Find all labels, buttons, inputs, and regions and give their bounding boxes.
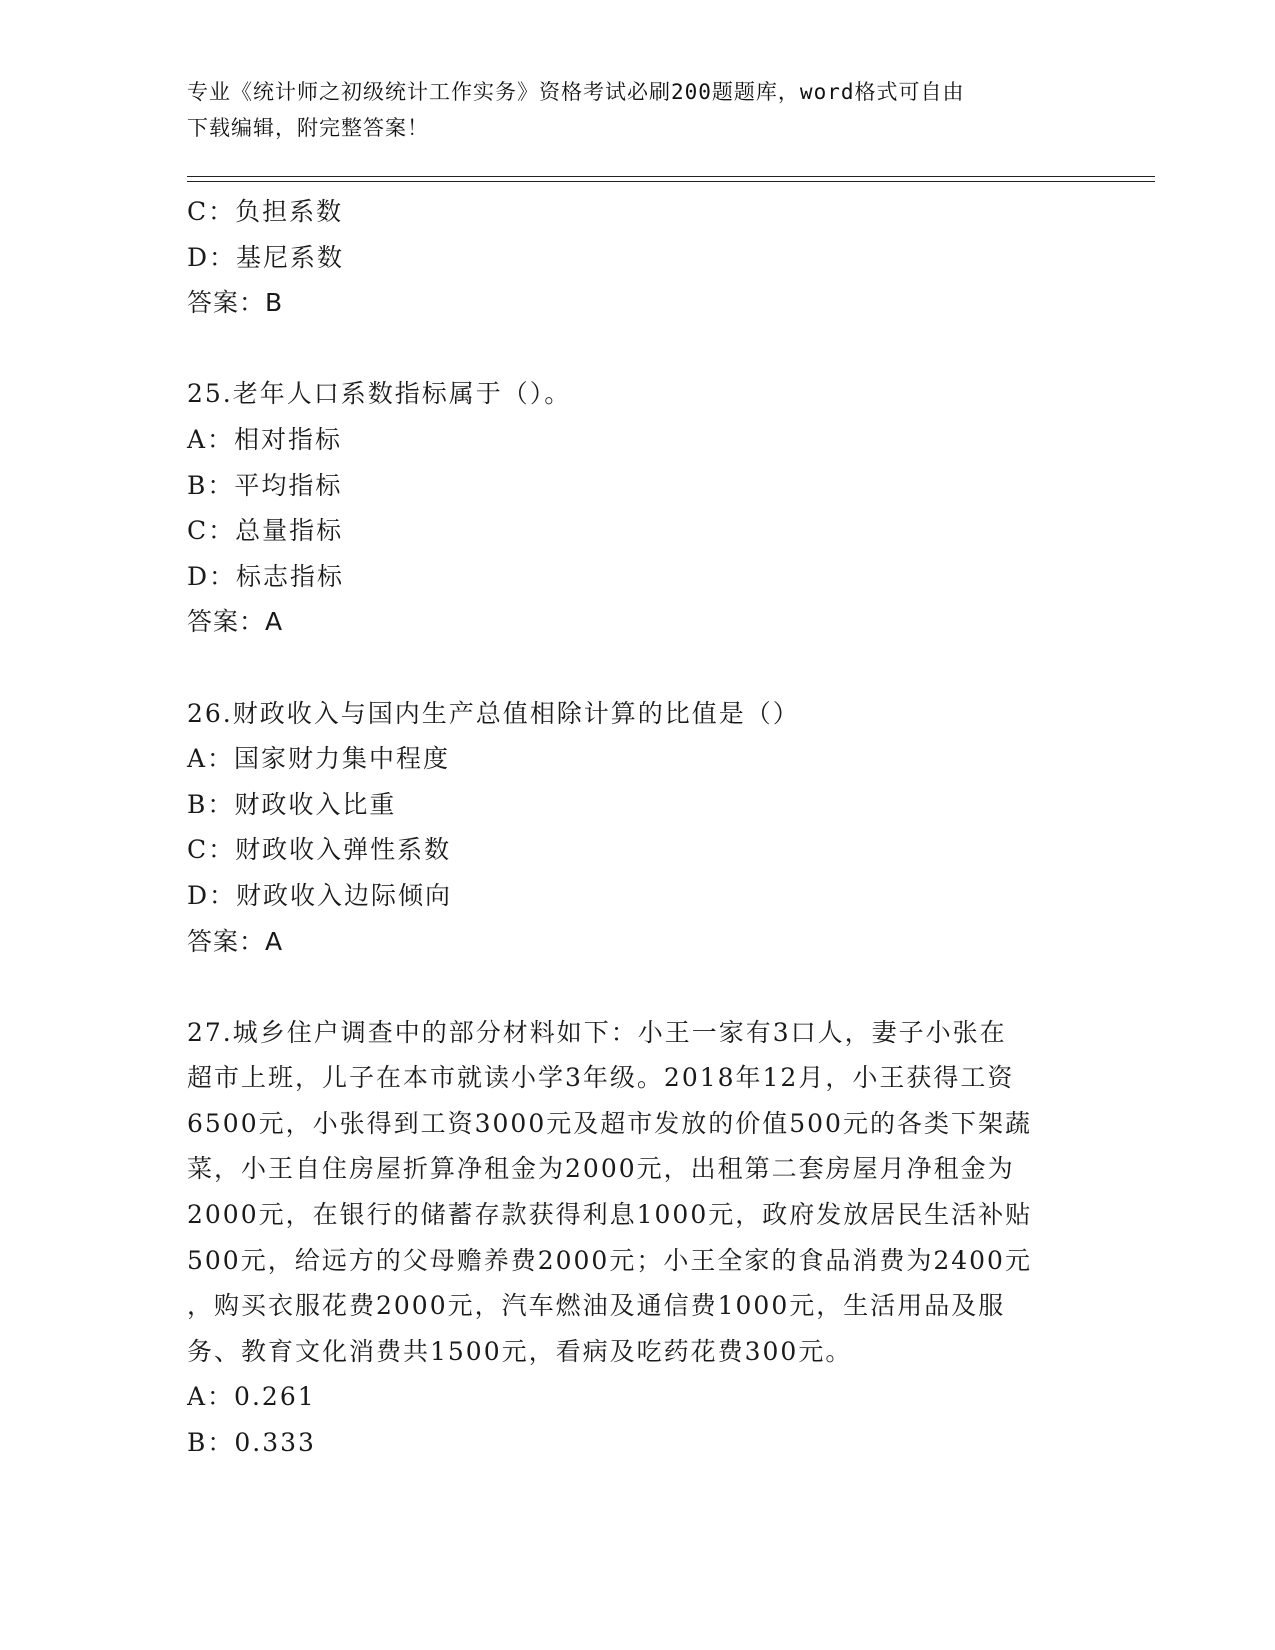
question-stem-line: 务、教育文化消费共1500元，看病及吃药花费300元。 (187, 1336, 853, 1366)
header-line-2: 下载编辑，附完整答案！ (187, 116, 429, 140)
option-a: A：相对指标 (187, 424, 343, 454)
question-stem-line: 2000元，在银行的储蓄存款获得利息1000元，政府发放居民生活补贴 (187, 1200, 1033, 1230)
question-stem-line: 6500元，小张得到工资3000元及超市发放的价值500元的各类下架蔬 (187, 1108, 1032, 1138)
answer: 答案：B (187, 288, 284, 318)
option-a: A：0.261 (187, 1382, 316, 1412)
option-c: C：总量指标 (187, 516, 344, 546)
question-27 (187, 1010, 1087, 1466)
option-d: D：基尼系数 (187, 242, 345, 272)
question-stem-line: 菜，小王自住房屋折算净租金为2000元，出租第二套房屋月净租金为 (187, 1154, 1015, 1184)
question-stem-line: ，购买衣服花费2000元，汽车燃油及通信费1000元，生活用品及服 (187, 1291, 1006, 1321)
question-list (187, 189, 1087, 1466)
question-25 (187, 371, 1087, 645)
header-divider-top (187, 176, 1155, 177)
option-b: B：财政收入比重 (187, 789, 397, 819)
question-stem: 26.财政收入与国内生产总值相除计算的比值是（） (187, 698, 800, 728)
option-b: B：0.333 (187, 1428, 316, 1458)
question-stem-line: 500元，给远方的父母赡养费2000元；小王全家的食品消费为2400元 (187, 1245, 1032, 1275)
question-26 (187, 691, 1087, 965)
option-c: C：财政收入弹性系数 (187, 835, 452, 865)
option-c: C：负担系数 (187, 197, 344, 226)
question-stem: 25.老年人口系数指标属于（）。 (187, 379, 572, 409)
question-stem-line: 超市上班，儿子在本市就读小学3年级。2018年12月，小王获得工资 (187, 1063, 1015, 1093)
answer: 答案：A (187, 926, 284, 956)
header-divider-bottom (187, 181, 1155, 182)
header-line-1: 专业《统计师之初级统计工作实务》资格考试必刷200题题库，word格式可自由 (187, 80, 965, 104)
option-d: D：财政收入边际倾向 (187, 880, 453, 910)
document-header (187, 74, 1087, 146)
question-24-tail (187, 189, 1087, 326)
answer: 答案：A (187, 607, 284, 637)
option-d: D：标志指标 (187, 561, 345, 591)
option-a: A：国家财力集中程度 (187, 744, 451, 774)
option-b: B：平均指标 (187, 470, 343, 500)
question-stem-line: 27.城乡住户调查中的部分材料如下：小王一家有3口人，妻子小张在 (187, 1017, 1007, 1047)
